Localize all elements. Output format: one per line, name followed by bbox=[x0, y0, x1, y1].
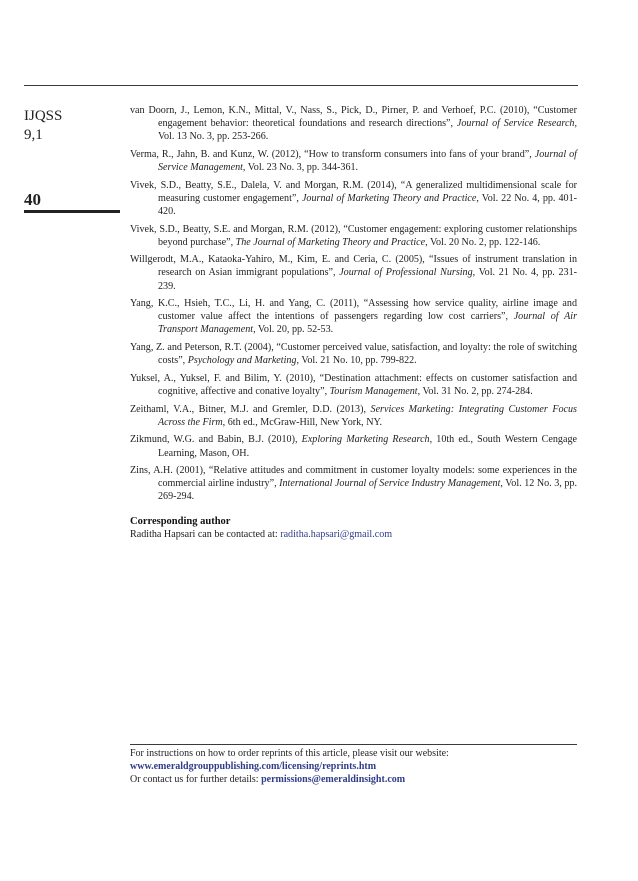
reference-text: Zikmund, W.G. and Babin, B.J. (2010), bbox=[130, 434, 302, 446]
corresponding-author-heading: Corresponding author bbox=[130, 516, 231, 528]
page-number: 40 bbox=[24, 190, 41, 209]
corresponding-author-label: Raditha Hapsari can be contacted at: bbox=[130, 529, 281, 541]
footer-contact-label: Or contact us for further details: bbox=[130, 774, 262, 786]
reference-text: Yuksel, A., Yuksel, F. and Bilim, Y. (2010), “Destination attachment: effects on customer satisfaction and cognitive, affective and conative loyalty”, bbox=[130, 372, 577, 397]
reference-list bbox=[130, 104, 577, 503]
reference-entry bbox=[130, 372, 577, 398]
reference-source-title: Tourism Management bbox=[329, 385, 418, 397]
reference-source-title: The Journal of Marketing Theory and Practice bbox=[235, 236, 426, 248]
footer-instructions: For instructions on how to order reprints of this article, please visit our website: bbox=[130, 748, 449, 759]
corresponding-author-email-link[interactable]: raditha.hapsari@gmail.com bbox=[280, 529, 393, 541]
journal-abbreviation: IJQSS bbox=[24, 108, 63, 124]
reference-text: , Vol. 21 No. 10, pp. 799-822. bbox=[296, 355, 417, 367]
journal-volume: 9,1 bbox=[24, 127, 43, 143]
reference-source-title: Exploring Marketing Research bbox=[301, 434, 430, 446]
reference-source-title: Journal of Service Management bbox=[158, 148, 577, 173]
reference-entry bbox=[130, 148, 577, 174]
reference-text: , 10th ed., South Western Cengage Learning, Mason, OH. bbox=[158, 434, 577, 459]
reference-text: , Vol. 22 No. 4, pp. 401-420. bbox=[158, 192, 577, 217]
page-number-rule bbox=[24, 210, 120, 213]
reprints-url-link[interactable]: www.emeraldgrouppublishing.com/licensing/reprints.htm bbox=[130, 761, 377, 773]
reference-entry bbox=[130, 433, 577, 459]
reference-text: , Vol. 31 No. 2, pp. 274-284. bbox=[417, 385, 533, 397]
reference-text: Willgerodt, M.A., Kataoka-Yahiro, M., Kim, E. and Ceria, C. (2005), “Issues of instrument translation in research on Asian immigrant populations”, bbox=[130, 254, 577, 279]
reference-source-title: Journal of Air Transport Management bbox=[158, 311, 578, 336]
header-rule bbox=[24, 85, 578, 86]
reference-text: Vivek, S.D., Beatty, S.E., Dalela, V. and Morgan, R.M. (2014), “A generalized multidimensional scale for measuring customer engagement”, bbox=[130, 179, 577, 204]
reference-entry bbox=[130, 297, 577, 336]
reference-entry bbox=[130, 464, 577, 503]
reference-source-title: Journal of Service Research bbox=[456, 118, 575, 130]
reference-text: , Vol. 20, pp. 52-53. bbox=[253, 324, 334, 336]
reference-entry bbox=[130, 104, 577, 143]
reference-entry bbox=[130, 253, 577, 292]
reference-text: Zeithaml, V.A., Bitner, M.J. and Gremler, D.D. (2013), bbox=[130, 403, 371, 415]
reference-source-title: Psychology and Marketing bbox=[187, 355, 297, 367]
corresponding-author-text bbox=[130, 528, 577, 541]
reference-text: , Vol. 12 No. 3, pp. 269-294. bbox=[158, 478, 577, 503]
reference-entry bbox=[130, 341, 577, 367]
reference-text: Vivek, S.D., Beatty, S.E. and Morgan, R.M. (2012), “Customer engagement: exploring customer relationships beyond purchase”, bbox=[130, 223, 577, 248]
reference-text: Verma, R., Jahn, B. and Kunz, W. (2012), “How to transform consumers into fans of your brand”, bbox=[130, 148, 535, 160]
footer-rule bbox=[130, 744, 577, 745]
reference-source-title: Journal of Marketing Theory and Practice bbox=[301, 192, 477, 204]
reference-entry bbox=[130, 179, 577, 218]
reference-text: , Vol. 23 No. 3, pp. 344-361. bbox=[242, 161, 359, 173]
reference-text: Zins, A.H. (2001), “Relative attitudes and commitment in customer loyalty models: some experiences in the commercial airline industry”, bbox=[130, 465, 577, 490]
corresponding-author-block bbox=[130, 515, 577, 541]
reference-entry bbox=[130, 403, 577, 429]
reference-source-title: Services Marketing: Integrating Customer Focus Across the Firm bbox=[158, 403, 577, 428]
sidebar bbox=[24, 107, 124, 145]
main-content bbox=[130, 104, 577, 541]
reference-text: , Vol. 13 No. 3, pp. 253-266. bbox=[158, 118, 577, 143]
reference-source-title: Journal of Professional Nursing bbox=[339, 267, 473, 279]
reference-text: Yang, K.C., Hsieh, T.C., Li, H. and Yang, C. (2011), “Assessing how service quality, airline image and customer value affect the intentions of passengers regarding low cost carriers”, bbox=[130, 298, 577, 323]
permissions-email-link[interactable]: permissions@emeraldinsight.com bbox=[261, 774, 406, 786]
reference-text: Yang, Z. and Peterson, R.T. (2004), “Customer perceived value, satisfaction, and loyalty: the role of switching costs”, bbox=[130, 342, 577, 367]
reference-text: , Vol. 20 No. 2, pp. 122-146. bbox=[425, 236, 541, 248]
reference-text: , 6th ed., McGraw-Hill, New York, NY. bbox=[222, 416, 383, 428]
reference-text: van Doorn, J., Lemon, K.N., Mittal, V., Nass, S., Pick, D., Pirner, P. and Verhoef, P.C. (2010), “Customer engagement behavior: theoretical foundations and research directions”, bbox=[130, 105, 577, 130]
reference-entry bbox=[130, 223, 577, 249]
reprints-footer bbox=[130, 747, 577, 787]
reference-source-title: International Journal of Service Industry Management bbox=[279, 478, 501, 490]
reference-text: , Vol. 21 No. 4, pp. 231-239. bbox=[158, 267, 577, 292]
